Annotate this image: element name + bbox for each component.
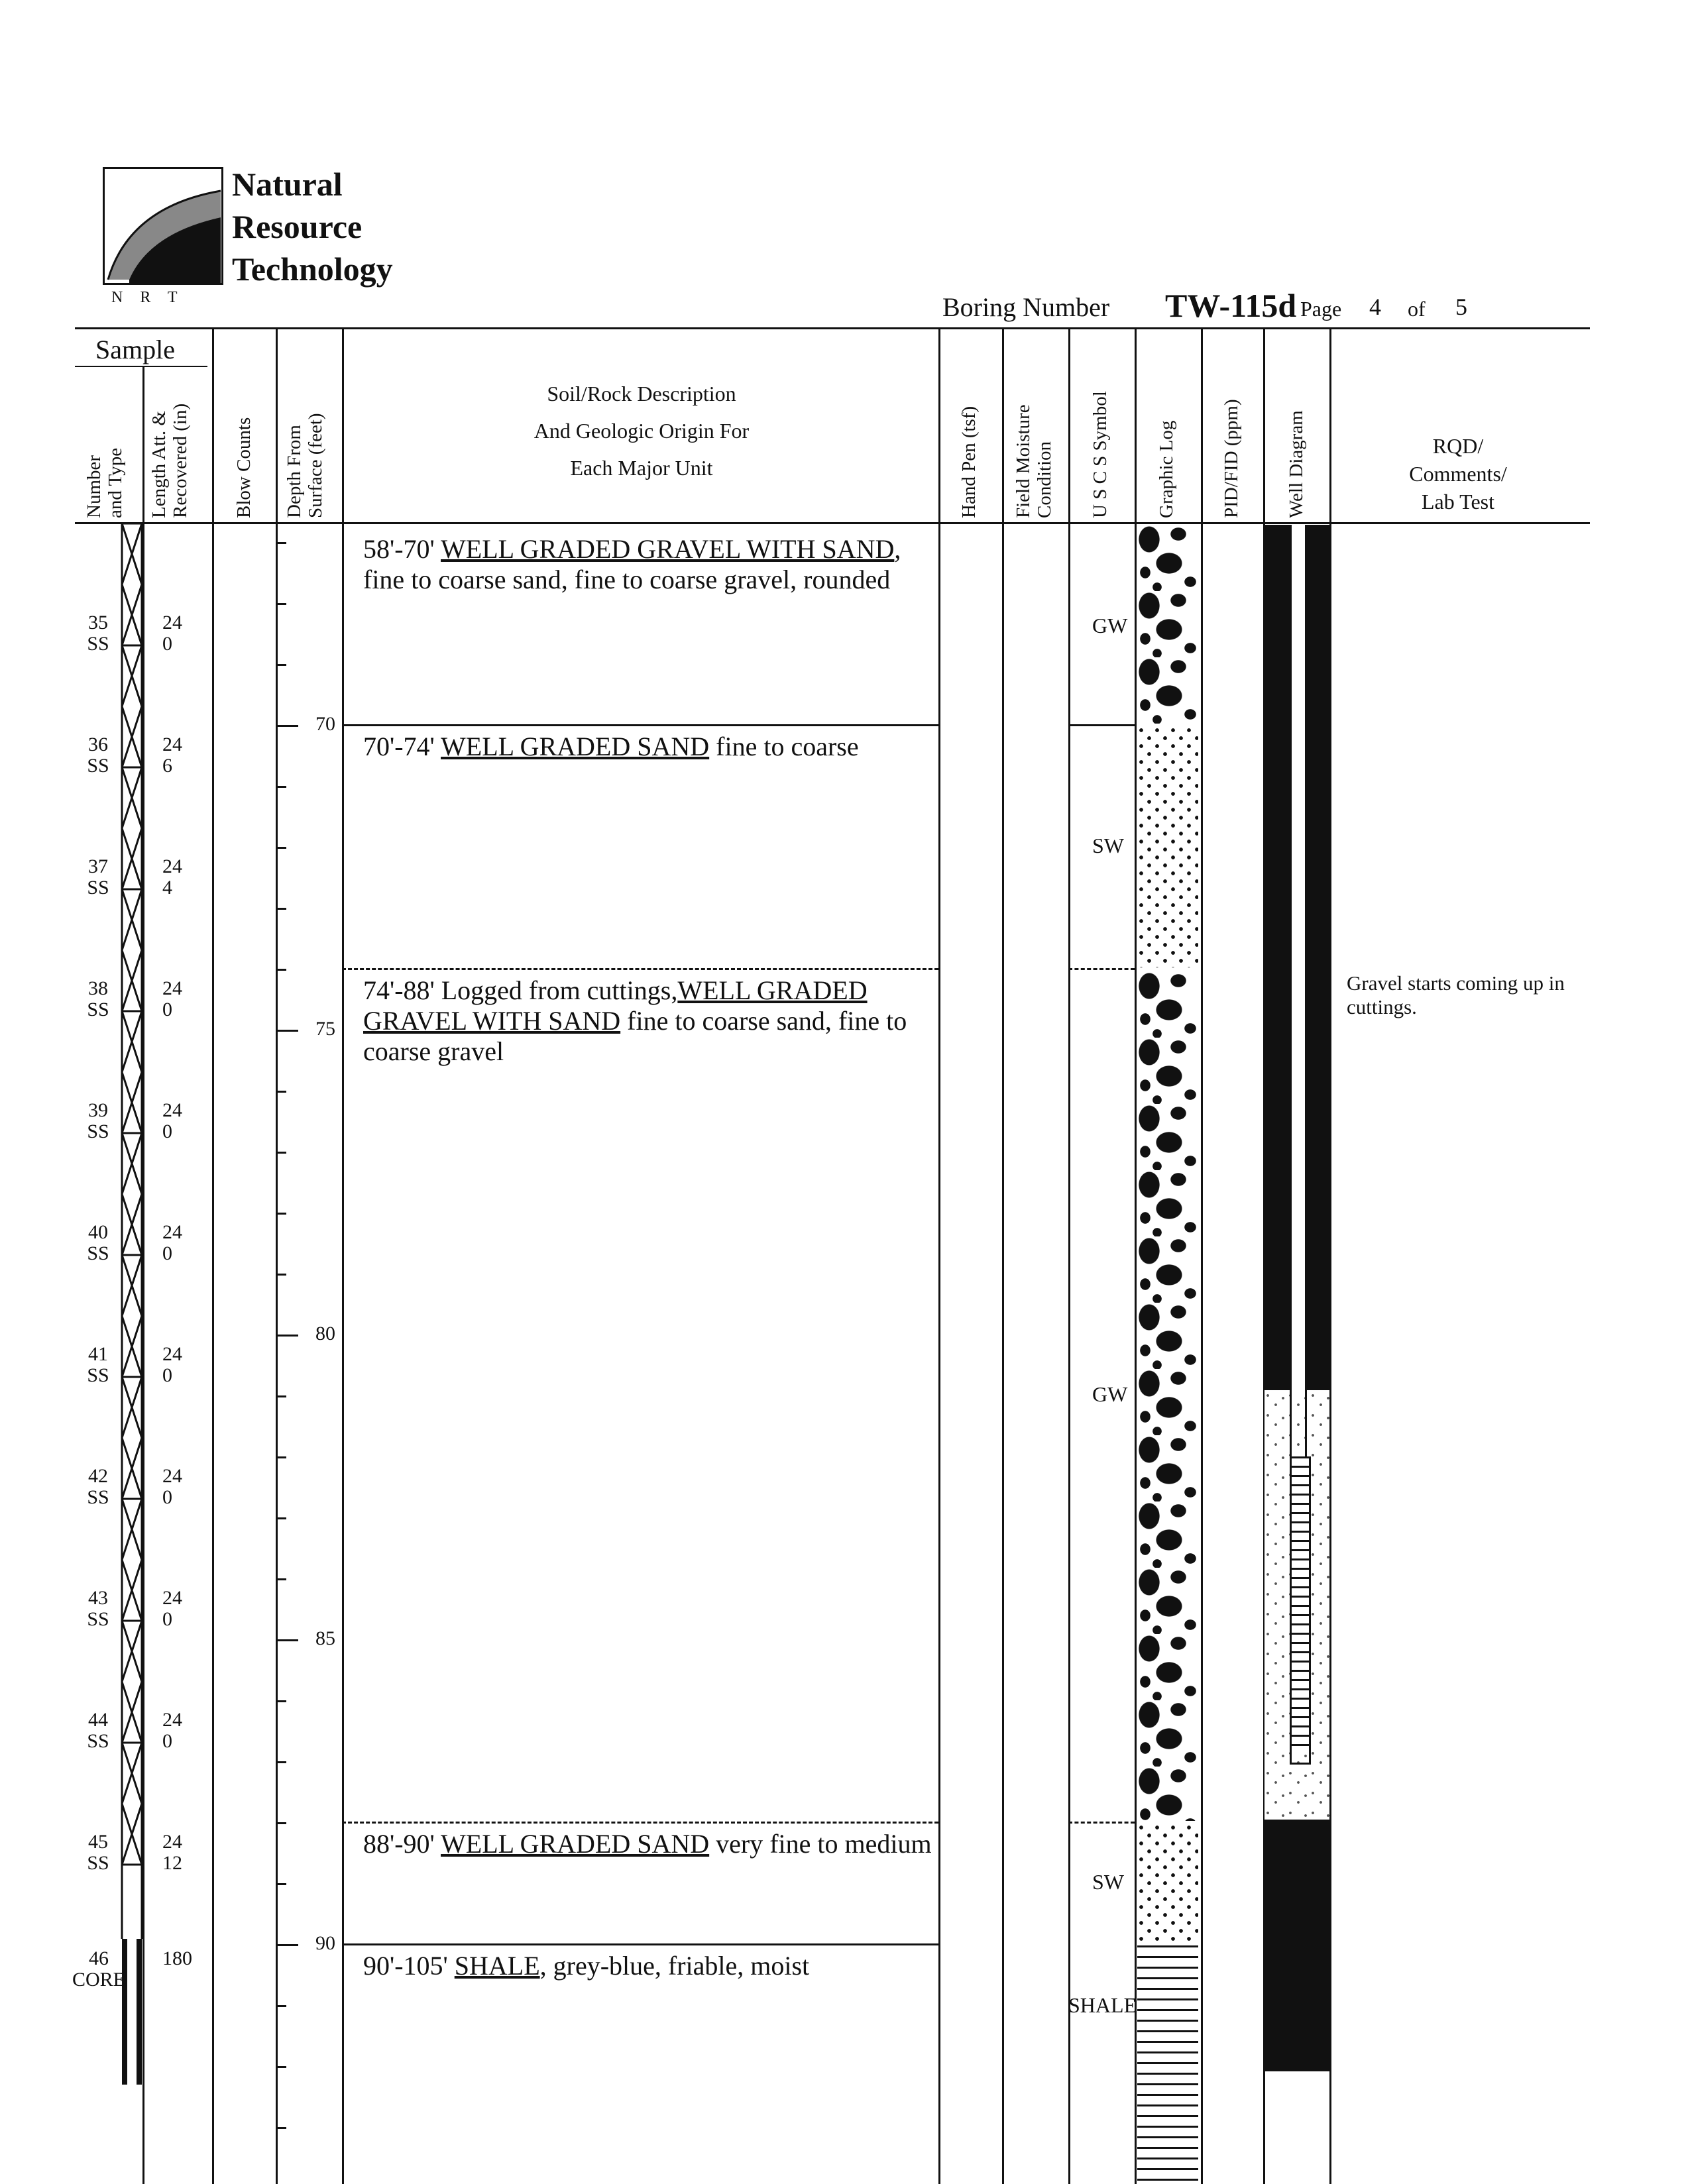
header-description: Soil/Rock Description And Geologic Origin For Each Major Unit — [534, 382, 750, 480]
logo-mark — [103, 167, 223, 285]
uscs-symbol: SHALE — [1068, 1993, 1137, 2017]
col-line — [1002, 327, 1004, 2184]
header-well-diagram: Well Diagram — [1286, 410, 1307, 518]
header-hand-pen: Hand Pen (tsf) — [958, 406, 980, 518]
depth-label: 80 — [315, 1323, 335, 1344]
sample-number: 46 CORE — [72, 1947, 125, 1991]
header-uscs: U S C S Symbol — [1090, 391, 1111, 518]
header-number-type-1: Number — [84, 455, 105, 518]
comment-gravel: Gravel starts coming up in cuttings. — [1347, 971, 1565, 1018]
sample-recovery: 24 12 — [162, 1831, 182, 1874]
unit-description: 58'-70' WELL GRADED GRAVEL WITH SAND, fine to coarse sand, fine to coarse gravel, rounded — [363, 534, 901, 594]
header-pid-fid: PID/FID (ppm) — [1221, 399, 1242, 518]
well-sump — [1290, 1753, 1311, 1765]
unit-description: 74'-88' Logged from cuttings,WELL GRADED GRAVEL WITH SAND fine to coarse sand, fine to coarse gravel — [363, 975, 907, 1066]
sample-recovery: 24 0 — [162, 1221, 182, 1264]
col-line — [1329, 327, 1331, 2184]
boring-label: Boring Number — [942, 292, 1110, 322]
sample-number: 40 SS — [87, 1221, 109, 1264]
unit-description: 70'-74' WELL GRADED SAND fine to coarse — [363, 732, 859, 761]
sample-recovery: 24 0 — [162, 1709, 182, 1752]
unit-boundary-dashed — [342, 1822, 938, 1824]
col-line — [212, 327, 214, 2184]
grout-right — [1307, 525, 1329, 1390]
page-of: of — [1408, 297, 1426, 321]
sample-number: 41 SS — [87, 1343, 109, 1386]
sand-pattern — [1137, 1824, 1198, 1943]
col-line — [1201, 327, 1203, 2184]
unit-boundary-dashed — [342, 968, 938, 970]
col-line — [1135, 327, 1137, 2184]
table-top-rule — [75, 327, 1590, 329]
header-field-moisture-1: Field Moisture — [1013, 404, 1034, 518]
sample-recovery: 24 0 — [162, 1099, 182, 1142]
company-name-line3: Technology — [232, 250, 393, 288]
page-label: Page — [1300, 297, 1342, 321]
unit-boundary — [1068, 724, 1135, 726]
sample-recovery: 24 0 — [162, 1465, 182, 1508]
sample-recovery: 24 6 — [162, 734, 182, 777]
sample-number: 35 SS — [87, 612, 109, 655]
logo-letters: N R T — [111, 289, 179, 306]
uscs-symbol: SW — [1092, 834, 1124, 857]
sample-group-rule — [75, 366, 207, 367]
bentonite-seal — [1264, 1820, 1329, 2071]
sample-number: 36 SS — [87, 734, 109, 777]
sample-recovery: 24 0 — [162, 977, 182, 1020]
sample-number: 43 SS — [87, 1587, 109, 1630]
header-graphic-log: Graphic Log — [1156, 420, 1177, 518]
header-bottom-rule — [75, 522, 1590, 524]
header-field-moisture-2: Condition — [1034, 441, 1055, 518]
gravel-pattern — [1137, 971, 1198, 1821]
sample-group-header: Sample — [95, 335, 175, 364]
company-name-line2: Resource — [232, 208, 363, 245]
sample-recovery: 24 0 — [162, 612, 182, 655]
company-name-line1: Natural — [232, 166, 343, 203]
depth-label: 70 — [315, 713, 335, 735]
sample-recovery: 24 0 — [162, 1587, 182, 1630]
unit-boundary — [342, 724, 938, 726]
uscs-symbol: SW — [1092, 1870, 1124, 1894]
sample-recovery: 180 — [162, 1947, 192, 1969]
gravel-pattern — [1137, 525, 1198, 724]
page-current: 4 — [1369, 294, 1381, 320]
uscs-symbol: GW — [1092, 1382, 1128, 1406]
riser-pipe-left — [1290, 525, 1292, 1390]
depth-label: 75 — [315, 1018, 335, 1040]
header-depth-2: Surface (feet) — [305, 413, 326, 518]
unit-description: 88'-90' WELL GRADED SAND very fine to medium — [363, 1829, 932, 1859]
unit-boundary — [342, 1943, 938, 1945]
header-length-1: Length Att. & — [148, 411, 170, 518]
sample-recovery: 24 4 — [162, 855, 182, 899]
sample-recovery: 24 0 — [162, 1343, 182, 1386]
page-total: 5 — [1455, 294, 1467, 320]
col-line — [276, 327, 278, 2184]
header-rqd: RQD/ Comments/ Lab Test — [1409, 434, 1507, 514]
grout-left — [1264, 525, 1290, 1390]
col-line — [342, 327, 344, 2184]
riser-pipe-right — [1305, 525, 1307, 1390]
header-length-2: Recovered (in) — [170, 403, 191, 518]
sample-number: 42 SS — [87, 1465, 109, 1508]
header-depth-1: Depth From — [284, 425, 305, 518]
boring-number: TW-115d — [1165, 287, 1297, 324]
unit-boundary-dashed — [1068, 968, 1135, 970]
depth-label: 90 — [315, 1932, 335, 1954]
header-number-type-2: and Type — [105, 447, 126, 518]
sample-number: 45 SS — [87, 1831, 109, 1874]
sample-tube-column — [119, 523, 146, 2087]
well-screen — [1290, 1456, 1311, 1753]
header-blow-counts: Blow Counts — [233, 417, 254, 518]
sample-number: 44 SS — [87, 1709, 109, 1752]
uscs-symbol: GW — [1092, 614, 1128, 637]
col-line — [1068, 327, 1070, 2184]
depth-label: 85 — [315, 1627, 335, 1649]
col-line — [938, 327, 940, 2184]
sample-number: 39 SS — [87, 1099, 109, 1142]
sand-pattern — [1137, 726, 1198, 967]
unit-description: 90'-105' SHALE, grey-blue, friable, moist — [363, 1951, 810, 1981]
sample-number: 38 SS — [87, 977, 109, 1020]
sample-number: 37 SS — [87, 855, 109, 899]
unit-boundary-dashed — [1068, 1822, 1135, 1824]
shale-pattern — [1137, 1945, 1198, 2184]
